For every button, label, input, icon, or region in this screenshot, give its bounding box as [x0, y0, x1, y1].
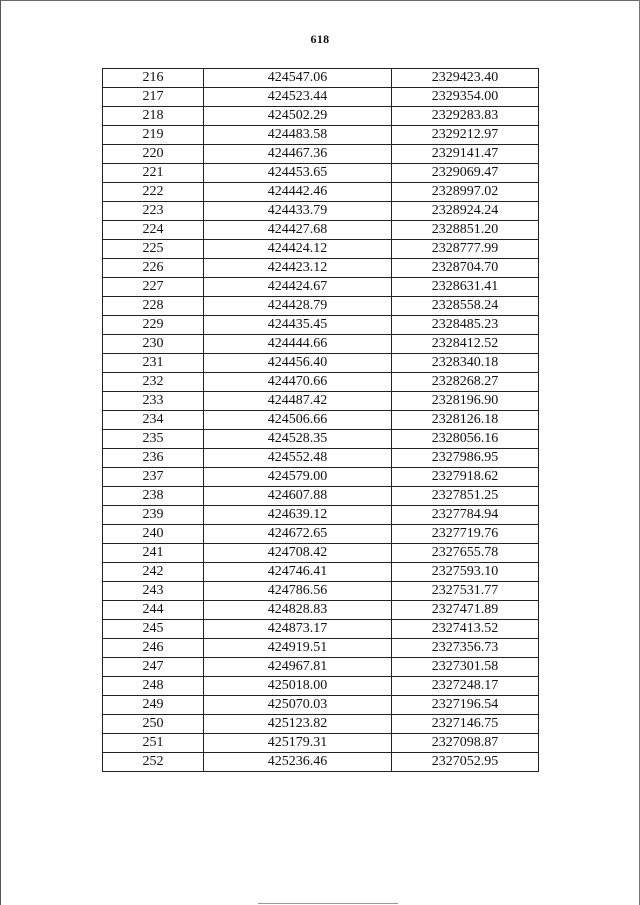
y-coordinate-cell: 2329423.40 [392, 69, 539, 88]
table-row [103, 525, 539, 544]
table-row [103, 354, 539, 373]
y-coordinate-cell: 2328485.23 [392, 316, 539, 335]
y-coordinate-cell: 2329283.83 [392, 107, 539, 126]
x-coordinate-cell: 425123.82 [204, 715, 392, 734]
table-row [103, 411, 539, 430]
table-row [103, 487, 539, 506]
x-coordinate-cell: 424919.51 [204, 639, 392, 658]
point-number-cell: 227 [103, 278, 204, 297]
point-number-cell: 233 [103, 392, 204, 411]
point-number-cell: 245 [103, 620, 204, 639]
y-coordinate-cell: 2327986.95 [392, 449, 539, 468]
x-coordinate-cell: 424746.41 [204, 563, 392, 582]
point-number-cell: 220 [103, 145, 204, 164]
table-row [103, 69, 539, 88]
y-coordinate-cell: 2327413.52 [392, 620, 539, 639]
table-row [103, 544, 539, 563]
x-coordinate-cell: 424506.66 [204, 411, 392, 430]
x-coordinate-cell: 424786.56 [204, 582, 392, 601]
table-row [103, 430, 539, 449]
y-coordinate-cell: 2329141.47 [392, 145, 539, 164]
x-coordinate-cell: 424483.58 [204, 126, 392, 145]
y-coordinate-cell: 2328704.70 [392, 259, 539, 278]
y-coordinate-cell: 2328340.18 [392, 354, 539, 373]
point-number-cell: 223 [103, 202, 204, 221]
y-coordinate-cell: 2327052.95 [392, 753, 539, 772]
point-number-cell: 232 [103, 373, 204, 392]
table-row [103, 582, 539, 601]
table-row [103, 753, 539, 772]
table-row [103, 506, 539, 525]
x-coordinate-cell: 424424.67 [204, 278, 392, 297]
x-coordinate-cell: 425070.03 [204, 696, 392, 715]
x-coordinate-cell: 424547.06 [204, 69, 392, 88]
x-coordinate-cell: 425179.31 [204, 734, 392, 753]
y-coordinate-cell: 2328412.52 [392, 335, 539, 354]
y-coordinate-cell: 2327196.54 [392, 696, 539, 715]
y-coordinate-cell: 2327146.75 [392, 715, 539, 734]
x-coordinate-cell: 424453.65 [204, 164, 392, 183]
y-coordinate-cell: 2328997.02 [392, 183, 539, 202]
point-number-cell: 229 [103, 316, 204, 335]
x-coordinate-cell: 424607.88 [204, 487, 392, 506]
x-coordinate-cell: 424967.81 [204, 658, 392, 677]
y-coordinate-cell: 2327784.94 [392, 506, 539, 525]
point-number-cell: 243 [103, 582, 204, 601]
x-coordinate-cell: 424424.12 [204, 240, 392, 259]
x-coordinate-cell: 424444.66 [204, 335, 392, 354]
point-number-cell: 225 [103, 240, 204, 259]
point-number-cell: 237 [103, 468, 204, 487]
table-row [103, 202, 539, 221]
x-coordinate-cell: 424873.17 [204, 620, 392, 639]
y-coordinate-cell: 2327471.89 [392, 601, 539, 620]
y-coordinate-cell: 2327531.77 [392, 582, 539, 601]
x-coordinate-cell: 424828.83 [204, 601, 392, 620]
x-coordinate-cell: 424423.12 [204, 259, 392, 278]
point-number-cell: 248 [103, 677, 204, 696]
point-number-cell: 252 [103, 753, 204, 772]
point-number-cell: 249 [103, 696, 204, 715]
table-row [103, 620, 539, 639]
table-row [103, 696, 539, 715]
x-coordinate-cell: 424470.66 [204, 373, 392, 392]
scan-top-edge [0, 0, 640, 1]
y-coordinate-cell: 2328924.24 [392, 202, 539, 221]
table-row [103, 449, 539, 468]
coordinates-table-body [103, 69, 539, 772]
y-coordinate-cell: 2328196.90 [392, 392, 539, 411]
scan-bottom-mark [258, 903, 398, 904]
x-coordinate-cell: 424579.00 [204, 468, 392, 487]
table-row [103, 677, 539, 696]
x-coordinate-cell: 424502.29 [204, 107, 392, 126]
x-coordinate-cell: 424427.68 [204, 221, 392, 240]
point-number-cell: 216 [103, 69, 204, 88]
table-row [103, 734, 539, 753]
table-row [103, 145, 539, 164]
table-row [103, 259, 539, 278]
y-coordinate-cell: 2329212.97 [392, 126, 539, 145]
table-row [103, 563, 539, 582]
table-row [103, 183, 539, 202]
point-number-cell: 241 [103, 544, 204, 563]
point-number-cell: 251 [103, 734, 204, 753]
point-number-cell: 250 [103, 715, 204, 734]
point-number-cell: 247 [103, 658, 204, 677]
y-coordinate-cell: 2329069.47 [392, 164, 539, 183]
table-row [103, 164, 539, 183]
table-row [103, 316, 539, 335]
table-row [103, 373, 539, 392]
y-coordinate-cell: 2328558.24 [392, 297, 539, 316]
x-coordinate-cell: 424487.42 [204, 392, 392, 411]
y-coordinate-cell: 2327655.78 [392, 544, 539, 563]
table-row [103, 468, 539, 487]
y-coordinate-cell: 2327301.58 [392, 658, 539, 677]
point-number-cell: 240 [103, 525, 204, 544]
point-number-cell: 226 [103, 259, 204, 278]
table-row [103, 297, 539, 316]
y-coordinate-cell: 2328851.20 [392, 221, 539, 240]
y-coordinate-cell: 2329354.00 [392, 88, 539, 107]
y-coordinate-cell: 2327918.62 [392, 468, 539, 487]
y-coordinate-cell: 2327356.73 [392, 639, 539, 658]
table-row [103, 639, 539, 658]
coordinates-table [102, 68, 539, 772]
x-coordinate-cell: 424552.48 [204, 449, 392, 468]
x-coordinate-cell: 424467.36 [204, 145, 392, 164]
x-coordinate-cell: 424639.12 [204, 506, 392, 525]
y-coordinate-cell: 2327248.17 [392, 677, 539, 696]
x-coordinate-cell: 424433.79 [204, 202, 392, 221]
y-coordinate-cell: 2328268.27 [392, 373, 539, 392]
x-coordinate-cell: 424528.35 [204, 430, 392, 449]
table-row [103, 601, 539, 620]
y-coordinate-cell: 2327593.10 [392, 563, 539, 582]
y-coordinate-cell: 2328631.41 [392, 278, 539, 297]
x-coordinate-cell: 424442.46 [204, 183, 392, 202]
x-coordinate-cell: 424428.79 [204, 297, 392, 316]
table-row [103, 335, 539, 354]
point-number-cell: 217 [103, 88, 204, 107]
point-number-cell: 236 [103, 449, 204, 468]
point-number-cell: 244 [103, 601, 204, 620]
y-coordinate-cell: 2327098.87 [392, 734, 539, 753]
point-number-cell: 221 [103, 164, 204, 183]
point-number-cell: 242 [103, 563, 204, 582]
point-number-cell: 239 [103, 506, 204, 525]
x-coordinate-cell: 424708.42 [204, 544, 392, 563]
x-coordinate-cell: 425018.00 [204, 677, 392, 696]
table-row [103, 392, 539, 411]
y-coordinate-cell: 2328056.16 [392, 430, 539, 449]
point-number-cell: 219 [103, 126, 204, 145]
point-number-cell: 238 [103, 487, 204, 506]
point-number-cell: 231 [103, 354, 204, 373]
table-row [103, 240, 539, 259]
point-number-cell: 222 [103, 183, 204, 202]
table-row [103, 278, 539, 297]
x-coordinate-cell: 425236.46 [204, 753, 392, 772]
point-number-cell: 224 [103, 221, 204, 240]
x-coordinate-cell: 424523.44 [204, 88, 392, 107]
table-row [103, 126, 539, 145]
table-row [103, 88, 539, 107]
point-number-cell: 230 [103, 335, 204, 354]
y-coordinate-cell: 2327851.25 [392, 487, 539, 506]
point-number-cell: 235 [103, 430, 204, 449]
table-row [103, 221, 539, 240]
scan-left-edge [0, 0, 1, 905]
point-number-cell: 246 [103, 639, 204, 658]
y-coordinate-cell: 2328126.18 [392, 411, 539, 430]
table-row [103, 107, 539, 126]
y-coordinate-cell: 2327719.76 [392, 525, 539, 544]
point-number-cell: 234 [103, 411, 204, 430]
x-coordinate-cell: 424456.40 [204, 354, 392, 373]
y-coordinate-cell: 2328777.99 [392, 240, 539, 259]
x-coordinate-cell: 424672.65 [204, 525, 392, 544]
page-number: 618 [310, 32, 330, 46]
point-number-cell: 228 [103, 297, 204, 316]
table-row [103, 658, 539, 677]
point-number-cell: 218 [103, 107, 204, 126]
table-row [103, 715, 539, 734]
x-coordinate-cell: 424435.45 [204, 316, 392, 335]
